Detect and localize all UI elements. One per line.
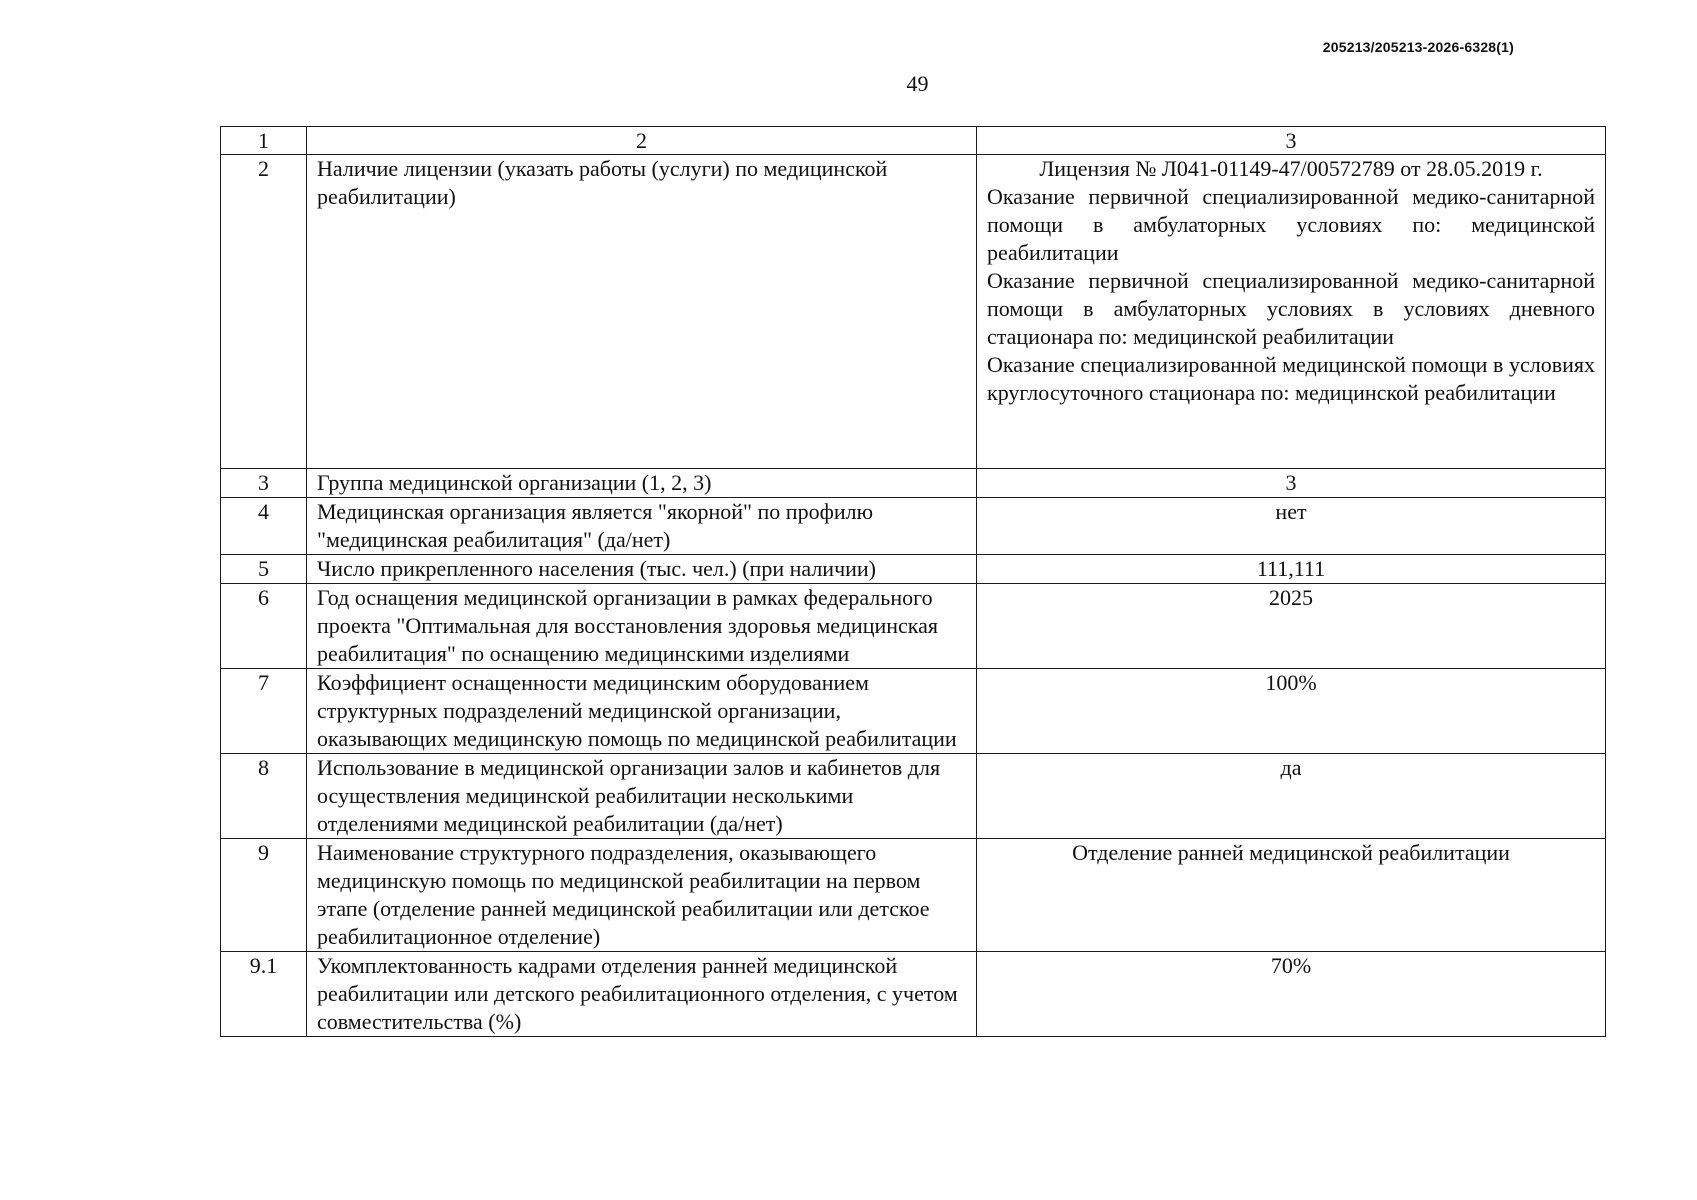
table-row bbox=[221, 952, 1606, 1037]
row-number: 2 bbox=[221, 155, 307, 469]
row-number: 9.1 bbox=[221, 952, 307, 1037]
row-value: 111,111 bbox=[977, 555, 1606, 584]
column-number-2: 2 bbox=[307, 127, 977, 155]
table-header-row bbox=[221, 127, 1606, 155]
license-item: Оказание специализированной медицинской помощи в условиях круглосуточного стационара по: медицинской реабилитации bbox=[987, 352, 1595, 405]
row-label: Число прикрепленного населения (тыс. чел.) (при наличии) bbox=[307, 555, 977, 584]
row-value: нет bbox=[977, 498, 1606, 555]
page-number: 49 bbox=[906, 71, 929, 96]
license-title: Лицензия № Л041-01149-47/00572789 от 28.05.2019 г. bbox=[1039, 156, 1543, 181]
row-value: 70% bbox=[977, 952, 1606, 1037]
table-row bbox=[221, 498, 1606, 555]
table-row bbox=[221, 155, 1606, 469]
row-number: 9 bbox=[221, 839, 307, 952]
row-number: 8 bbox=[221, 754, 307, 839]
row-label: Коэффициент оснащенности медицинским оборудованием структурных подразделений медицинской организации, оказывающих медицинскую помощь по медицинской реабилитации bbox=[307, 669, 977, 754]
row-label: Медицинская организация является "якорной" по профилю "медицинская реабилитация" (да/нет) bbox=[307, 498, 977, 555]
row-label: Группа медицинской организации (1, 2, 3) bbox=[307, 469, 977, 498]
row-number: 4 bbox=[221, 498, 307, 555]
row-number: 3 bbox=[221, 469, 307, 498]
row-value: 3 bbox=[977, 469, 1606, 498]
row-number: 5 bbox=[221, 555, 307, 584]
row-label: Наименование структурного подразделения, оказывающего медицинскую помощь по медицинской реабилитации на первом этапе (отделение ранней медицинской реабилитации или детское реабилитационное отделение) bbox=[307, 839, 977, 952]
license-item: Оказание первичной специализированной медико-санитарной помощи в амбулаторных условиях в условиях дневного стационара по: медицинской реабилитации bbox=[987, 268, 1595, 349]
row-label: Использование в медицинской организации залов и кабинетов для осуществления медицинской реабилитации несколькими отделениями медицинской реабилитации (да/нет) bbox=[307, 754, 977, 839]
license-item: Оказание первичной специализированной медико-санитарной помощи в амбулаторных условиях по: медицинской реабилитации bbox=[987, 184, 1595, 265]
table-row bbox=[221, 839, 1606, 952]
table-row bbox=[221, 469, 1606, 498]
row-label: Год оснащения медицинской организации в рамках федерального проекта "Оптимальная для восстановления здоровья медицинская реабилитация" по оснащению медицинскими изделиями bbox=[307, 584, 977, 669]
table-row bbox=[221, 754, 1606, 839]
table-row bbox=[221, 555, 1606, 584]
row-number: 7 bbox=[221, 669, 307, 754]
row-value: Отделение ранней медицинской реабилитации bbox=[977, 839, 1606, 952]
document-id: 205213/205213-2026-6328(1) bbox=[1322, 39, 1514, 55]
row-label: Укомплектованность кадрами отделения ранней медицинской реабилитации или детского реабилитационного отделения, с учетом совместительства (%) bbox=[307, 952, 977, 1037]
column-number-3: 3 bbox=[977, 127, 1606, 155]
column-number-1: 1 bbox=[221, 127, 307, 155]
table-row bbox=[221, 584, 1606, 669]
license-cell bbox=[977, 155, 1606, 469]
row-number: 6 bbox=[221, 584, 307, 669]
row-value: 2025 bbox=[977, 584, 1606, 669]
table-row bbox=[221, 669, 1606, 754]
row-value: да bbox=[977, 754, 1606, 839]
row-value: 100% bbox=[977, 669, 1606, 754]
rehabilitation-table-container bbox=[220, 126, 1605, 1037]
rehabilitation-table bbox=[220, 126, 1606, 1037]
row-label: Наличие лицензии (указать работы (услуги) по медицинской реабилитации) bbox=[307, 155, 977, 469]
